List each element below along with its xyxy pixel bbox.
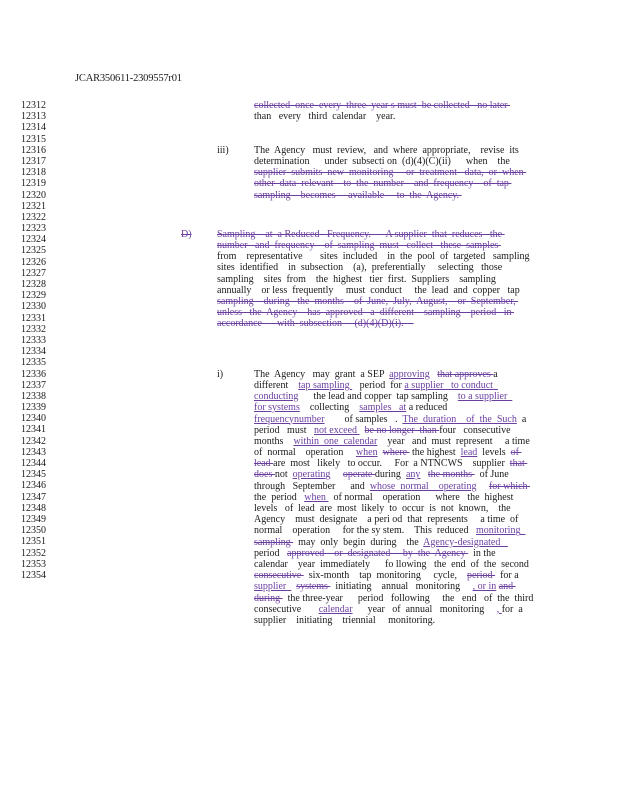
text-line <box>254 156 526 167</box>
inserted-text: operating <box>292 469 331 481</box>
text-line <box>254 436 533 447</box>
deleted-text: approved or designated by the Agency <box>287 547 469 559</box>
text-line <box>254 469 533 480</box>
inserted-text: , <box>496 603 502 615</box>
text-line <box>254 100 510 111</box>
text-run: the highest <box>409 447 461 459</box>
text-line <box>254 548 533 559</box>
deleted-text: where <box>382 447 410 459</box>
text-run: from representative sites included in the pool of targeted sampling <box>217 251 530 263</box>
line-number: 12328 <box>21 279 46 290</box>
line-number: 12350 <box>21 525 46 537</box>
text-line <box>217 296 530 307</box>
line-number: 12316 <box>21 144 46 156</box>
inserted-text: when <box>304 491 329 503</box>
text-line <box>217 285 530 296</box>
text-run: for a <box>501 603 523 615</box>
line-number: 12348 <box>21 502 46 514</box>
text-line <box>254 167 526 178</box>
line-number: 12330 <box>21 301 46 313</box>
text-run: through September and <box>254 480 370 492</box>
line-number: 12342 <box>21 435 46 447</box>
text-run: not <box>274 469 293 481</box>
text-line <box>254 559 533 570</box>
text-line <box>254 458 533 469</box>
line-number: 12325 <box>21 245 46 257</box>
deleted-text: consecutive <box>254 570 304 582</box>
text-line <box>217 318 530 329</box>
deleted-text: during <box>254 592 283 604</box>
text-run: calendar year immediately fo llowing the end of the second <box>254 558 529 570</box>
line-number: 12314 <box>21 122 46 134</box>
text-line <box>254 402 533 413</box>
deleted-text: the months <box>427 469 475 481</box>
line-number: 12335 <box>21 357 46 369</box>
line-number: 12312 <box>21 100 46 111</box>
text-run: in the <box>468 547 496 559</box>
text-run: annually or less frequently must conduct the lead and copper tap <box>217 284 520 296</box>
inserted-text: for systems <box>254 402 300 414</box>
line-number: 12323 <box>21 223 46 235</box>
inserted-text: a supplier to conduct <box>404 379 498 391</box>
item-marker-iii: iii) <box>217 144 229 156</box>
deleted-text: that <box>509 458 528 470</box>
line-number: 12347 <box>21 491 46 503</box>
text-line <box>254 190 526 201</box>
line-number: 12337 <box>21 379 46 391</box>
line-number: 12343 <box>21 446 46 458</box>
inserted-text: when <box>355 447 378 459</box>
line-number: 12349 <box>21 513 46 525</box>
line-number: 12329 <box>21 290 46 302</box>
text-run <box>420 469 428 480</box>
line-number: 12327 <box>21 267 46 279</box>
deleted-text: systems <box>296 581 331 593</box>
line-number: 12321 <box>21 200 46 212</box>
line-number: 12353 <box>21 558 46 570</box>
inserted-text: to a supplier <box>457 391 513 403</box>
text-run: normal operation for the sy stem. This reduced <box>254 525 476 537</box>
text-line <box>254 604 533 615</box>
deleted-text: and <box>498 581 516 593</box>
inserted-text: any <box>405 469 421 481</box>
text-run: four consecutive <box>439 424 511 436</box>
deleted-text: period <box>467 570 496 582</box>
text-run: period <box>254 547 288 559</box>
text-run: initiating annual monitoring <box>330 581 473 593</box>
text-run: levels of lead are most likely to occur is not known, the <box>254 503 511 515</box>
text-run: of samples . <box>324 413 403 425</box>
text-line <box>254 581 533 592</box>
text-run: The Agency may grant a SEP <box>254 368 390 380</box>
text-line <box>217 262 530 273</box>
text-line <box>217 307 530 318</box>
text-line <box>254 570 533 581</box>
text-run: year of annual monitoring <box>352 603 497 615</box>
line-number: 12352 <box>21 547 46 559</box>
text-run: months <box>254 435 294 447</box>
line-number: 12318 <box>21 167 46 179</box>
text-line <box>254 503 533 514</box>
line-number: 12320 <box>21 189 46 201</box>
inserted-text: conducting <box>254 391 299 403</box>
text-line <box>217 274 530 285</box>
line-number: 12331 <box>21 312 46 324</box>
line-number: 12326 <box>21 256 46 268</box>
inserted-text: Agency-designated <box>423 536 508 548</box>
line-number: 12344 <box>21 458 46 469</box>
deleted-text: supplier submits new monitoring or treatment data, or when <box>254 167 527 179</box>
text-line <box>254 447 533 458</box>
text-run: the period <box>254 491 305 503</box>
text-line <box>254 145 526 156</box>
text-run: a <box>516 413 527 425</box>
inserted-text: within one calendar <box>293 435 378 447</box>
text-run: the lead and copper tap sampling <box>298 391 458 403</box>
text-line <box>254 593 533 604</box>
text-run: Agency must designate a peri od that represents a time of <box>254 514 519 526</box>
text-run: determination under subsecti on (d)(4)(C)(ii) when the <box>254 155 510 167</box>
text-run: of normal operation <box>254 447 356 459</box>
deleted-text: sampling during the months of June, July, August, or September, <box>217 295 519 307</box>
text-run: period must <box>254 424 314 436</box>
text-line <box>254 481 533 492</box>
line-number: 12339 <box>21 402 46 414</box>
text-line <box>254 492 533 503</box>
text-line <box>254 380 533 391</box>
inserted-text: tap sampling <box>298 379 353 391</box>
deleted-text: be no longer than <box>364 424 440 436</box>
deleted-text: Sampling at a Reduced Frequency. A supplier that reduces the <box>217 228 505 240</box>
line-number: 12338 <box>21 390 46 402</box>
text-run: may only begin during the <box>293 536 424 548</box>
text-line <box>254 178 526 189</box>
inserted-text: supplier <box>254 581 292 593</box>
item-marker-i: i) <box>217 368 224 380</box>
line-number-column <box>21 100 46 581</box>
deleted-text: collected once every three year s must be collected no later <box>254 100 510 111</box>
inserted-text: monitoring <box>476 525 526 537</box>
paragraph-continuation <box>254 100 510 122</box>
inserted-text: lead <box>460 447 478 459</box>
deleted-text: accordance with subsection (d)(4)(D)(i). <box>217 318 414 330</box>
inserted-text: approving <box>389 368 430 380</box>
text-line <box>254 391 533 402</box>
subsection-iii-text <box>254 145 526 201</box>
inserted-text: calendar <box>318 603 353 615</box>
text-run <box>330 469 343 480</box>
text-run: a reduced <box>406 402 448 414</box>
text-line <box>254 525 533 536</box>
inserted-text: samples at <box>359 402 407 414</box>
text-run: The Agency must review, and where appropriate, revise its <box>254 144 519 156</box>
text-line <box>254 615 533 626</box>
text-run: collecting <box>299 402 360 414</box>
deleted-text: of <box>510 447 522 459</box>
text-line <box>254 369 533 380</box>
text-run: the three-year period following the end of the third <box>282 592 534 604</box>
deleted-text: for which <box>488 480 531 492</box>
text-line <box>254 111 510 122</box>
deleted-text: number and frequency of sampling must collect these samples <box>217 239 501 251</box>
line-number: 12324 <box>21 234 46 246</box>
text-line <box>254 414 533 425</box>
line-number: 12315 <box>21 133 46 145</box>
deleted-text: sampling <box>254 536 294 548</box>
text-run: period for <box>352 379 405 391</box>
text-line <box>217 240 530 251</box>
text-run: sampling sites from the highest tier first. Suppliers sampling <box>217 273 496 285</box>
inserted-text: whose normal operating <box>369 480 477 492</box>
text-run: during <box>374 469 406 481</box>
text-line <box>217 251 530 262</box>
text-run: levels <box>477 447 511 459</box>
line-number: 12317 <box>21 155 46 167</box>
inserted-text: , or in <box>472 581 497 593</box>
item-marker-D: D) <box>181 228 192 240</box>
text-line <box>254 537 533 548</box>
deleted-text: other data relevant to the number and frequency of tap <box>254 178 512 190</box>
line-number: 12340 <box>21 413 46 425</box>
text-run <box>476 481 489 492</box>
line-number: 12346 <box>21 480 46 492</box>
subsection-D-text <box>217 229 530 330</box>
text-run: a <box>493 368 498 380</box>
line-number: 12333 <box>21 334 46 346</box>
line-number: 12354 <box>21 569 46 581</box>
text-run: different <box>254 379 299 391</box>
deleted-text: operate <box>342 469 375 481</box>
line-number: 12336 <box>21 368 46 380</box>
line-number: 12313 <box>21 111 46 123</box>
text-line <box>254 514 533 525</box>
text-run: for a <box>495 570 519 582</box>
text-line <box>217 229 530 240</box>
deleted-text: lead <box>254 458 274 470</box>
line-number: 12351 <box>21 536 46 548</box>
text-run: consecutive <box>254 603 319 615</box>
inserted-text: frequencynumber <box>254 413 325 425</box>
line-number: 12334 <box>21 346 46 358</box>
text-run: of normal operation where the highest <box>328 491 514 503</box>
text-run: of June <box>474 469 509 481</box>
text-run: than every third calendar year. <box>254 111 396 123</box>
line-number: 12345 <box>21 469 46 481</box>
inserted-text: The duration of the Such <box>402 413 517 425</box>
line-number: 12322 <box>21 211 46 223</box>
line-number: 12341 <box>21 424 46 436</box>
text-run: supplier initiating triennial monitoring. <box>254 614 436 626</box>
subsection-i-text <box>254 369 533 626</box>
text-run: sites identified in subsection (a), preferentially selecting those <box>217 262 503 274</box>
deleted-text: sampling becomes available to the Agency. <box>254 189 462 201</box>
text-run: are most likely to occur. For a NTNCWS supplier <box>273 458 510 470</box>
deleted-text: does <box>254 469 275 481</box>
deleted-text: that approves <box>437 368 494 380</box>
text-run: six-month tap monitoring cycle, <box>303 570 468 582</box>
document-id: JCAR350611-2309557r01 <box>75 73 182 84</box>
deleted-text: unless the Agency has approved a different sampling period in <box>217 307 514 319</box>
line-number: 12319 <box>21 178 46 190</box>
text-run: year and must represent a time <box>377 435 530 447</box>
line-number: 12332 <box>21 323 46 335</box>
inserted-text: not exceed <box>314 424 360 436</box>
text-line <box>254 425 533 436</box>
